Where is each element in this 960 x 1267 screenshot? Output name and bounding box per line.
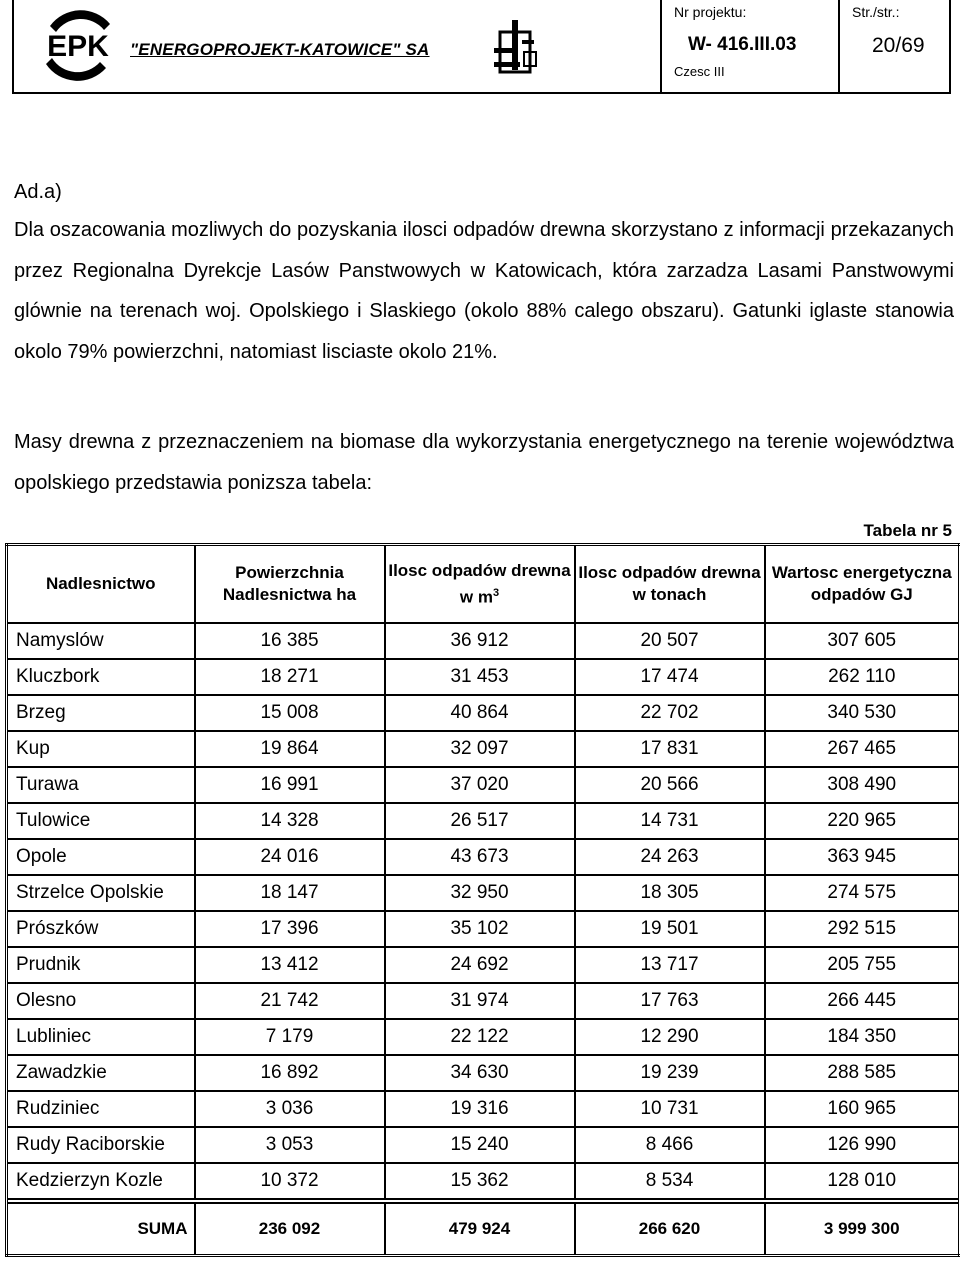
cell-nadlesnictwo: Kedzierzyn Kozle xyxy=(7,1163,195,1199)
header-powierzchnia: Powierzchnia Nadlesnictwa ha xyxy=(195,545,385,624)
cell-wartosc: 128 010 xyxy=(765,1163,960,1199)
header-wartosc: Wartosc energetyczna odpadów GJ xyxy=(765,545,960,624)
table-row xyxy=(7,875,960,911)
header-nadlesnictwo: Nadlesnictwo xyxy=(7,545,195,624)
cell-wartosc: 288 585 xyxy=(765,1055,960,1091)
table-row xyxy=(7,731,960,767)
cell-wartosc: 308 490 xyxy=(765,767,960,803)
cell-ilosc-tony: 12 290 xyxy=(575,1019,765,1055)
cell-nadlesnictwo: Rudy Raciborskie xyxy=(7,1127,195,1163)
cell-ilosc-tony: 18 305 xyxy=(575,875,765,911)
cell-ilosc-m3: 43 673 xyxy=(385,839,575,875)
epk-logo xyxy=(36,6,120,84)
paragraph-2: Masy drewna z przeznaczeniem na biomase dla wykorzystania energetycznego na terenie województwa opolskiego przedstawia ponizsza tabela: xyxy=(14,431,954,494)
cell-powierzchnia: 16 892 xyxy=(195,1055,385,1091)
company-name: "ENERGOPROJEKT-KATOWICE" SA xyxy=(130,40,430,59)
project-label: Nr projektu: xyxy=(674,4,747,20)
page-number: 20/69 xyxy=(872,34,925,57)
table-row xyxy=(7,695,960,731)
cell-wartosc: 292 515 xyxy=(765,911,960,947)
cell-ilosc-m3: 35 102 xyxy=(385,911,575,947)
cell-powierzchnia: 15 008 xyxy=(195,695,385,731)
cell-ilosc-m3: 15 362 xyxy=(385,1163,575,1199)
cell-wartosc: 205 755 xyxy=(765,947,960,983)
cell-ilosc-tony: 20 507 xyxy=(575,623,765,659)
cell-ilosc-m3: 37 020 xyxy=(385,767,575,803)
cell-wartosc: 160 965 xyxy=(765,1091,960,1127)
table-row xyxy=(7,911,960,947)
cell-ilosc-tony: 17 831 xyxy=(575,731,765,767)
table-row xyxy=(7,623,960,659)
table-row xyxy=(7,1019,960,1055)
cell-powierzchnia: 3 053 xyxy=(195,1127,385,1163)
cell-ilosc-tony: 14 731 xyxy=(575,803,765,839)
cell-ilosc-tony: 20 566 xyxy=(575,767,765,803)
cell-powierzchnia: 14 328 xyxy=(195,803,385,839)
cell-ilosc-m3: 31 974 xyxy=(385,983,575,1019)
cell-wartosc: 274 575 xyxy=(765,875,960,911)
header-page-cell xyxy=(840,0,949,92)
cell-nadlesnictwo: Namyslów xyxy=(7,623,195,659)
cell-wartosc: 340 530 xyxy=(765,695,960,731)
page-label: Str./str.: xyxy=(852,4,900,20)
cell-nadlesnictwo: Olesno xyxy=(7,983,195,1019)
cell-wartosc: 266 445 xyxy=(765,983,960,1019)
cell-ilosc-m3: 22 122 xyxy=(385,1019,575,1055)
project-number: W- 416.III.03 xyxy=(688,34,797,55)
cell-powierzchnia: 16 385 xyxy=(195,623,385,659)
table-row xyxy=(7,1055,960,1091)
cell-ilosc-tony: 8 466 xyxy=(575,1127,765,1163)
cell-powierzchnia: 16 991 xyxy=(195,767,385,803)
cell-ilosc-m3: 32 950 xyxy=(385,875,575,911)
cell-ilosc-m3: 15 240 xyxy=(385,1127,575,1163)
table-row xyxy=(7,1163,960,1199)
cell-wartosc: 220 965 xyxy=(765,803,960,839)
cell-nadlesnictwo: Prudnik xyxy=(7,947,195,983)
cell-powierzchnia: 18 147 xyxy=(195,875,385,911)
table-row xyxy=(7,1127,960,1163)
cell-ilosc-m3: 24 692 xyxy=(385,947,575,983)
cell-ilosc-m3: 26 517 xyxy=(385,803,575,839)
cell-powierzchnia: 3 036 xyxy=(195,1091,385,1127)
cell-ilosc-tony: 24 263 xyxy=(575,839,765,875)
page-header xyxy=(12,0,951,94)
cell-ilosc-tony: 22 702 xyxy=(575,695,765,731)
project-part: Czesc III xyxy=(674,64,725,79)
sum-ilosc-m3: 479 924 xyxy=(385,1203,575,1256)
table-row xyxy=(7,983,960,1019)
cell-nadlesnictwo: Tulowice xyxy=(7,803,195,839)
cell-ilosc-m3: 34 630 xyxy=(385,1055,575,1091)
cell-wartosc: 184 350 xyxy=(765,1019,960,1055)
sum-ilosc-tony: 266 620 xyxy=(575,1203,765,1256)
cell-powierzchnia: 21 742 xyxy=(195,983,385,1019)
cell-wartosc: 126 990 xyxy=(765,1127,960,1163)
cell-wartosc: 307 605 xyxy=(765,623,960,659)
cell-ilosc-tony: 10 731 xyxy=(575,1091,765,1127)
header-ilosc-m3-text: Ilosc odpadów drewna w m xyxy=(388,560,571,607)
cell-nadlesnictwo: Kup xyxy=(7,731,195,767)
sum-powierzchnia: 236 092 xyxy=(195,1203,385,1256)
cell-ilosc-tony: 19 239 xyxy=(575,1055,765,1091)
cell-wartosc: 363 945 xyxy=(765,839,960,875)
cell-ilosc-tony: 19 501 xyxy=(575,911,765,947)
cell-nadlesnictwo: Brzeg xyxy=(7,695,195,731)
header-logo-cell xyxy=(14,0,662,92)
cell-nadlesnictwo: Kluczbork xyxy=(7,659,195,695)
cell-ilosc-m3: 40 864 xyxy=(385,695,575,731)
cell-powierzchnia: 19 864 xyxy=(195,731,385,767)
header-project-cell xyxy=(662,0,840,92)
cell-nadlesnictwo: Rudziniec xyxy=(7,1091,195,1127)
cell-ilosc-m3: 32 097 xyxy=(385,731,575,767)
cell-powierzchnia: 10 372 xyxy=(195,1163,385,1199)
power-symbol-icon xyxy=(492,18,540,76)
cell-ilosc-tony: 13 717 xyxy=(575,947,765,983)
logo-text: EPK xyxy=(47,30,109,63)
cell-wartosc: 262 110 xyxy=(765,659,960,695)
table-caption: Tabela nr 5 xyxy=(863,521,952,540)
cell-powierzchnia: 24 016 xyxy=(195,839,385,875)
table-row xyxy=(7,803,960,839)
table-row xyxy=(7,1091,960,1127)
cell-wartosc: 267 465 xyxy=(765,731,960,767)
sum-label: SUMA xyxy=(7,1203,195,1256)
cell-powierzchnia: 18 271 xyxy=(195,659,385,695)
cell-powierzchnia: 13 412 xyxy=(195,947,385,983)
cell-nadlesnictwo: Strzelce Opolskie xyxy=(7,875,195,911)
cell-powierzchnia: 17 396 xyxy=(195,911,385,947)
table-row xyxy=(7,767,960,803)
header-ilosc-tony: Ilosc odpadów drewna w tonach xyxy=(575,545,765,624)
section-label: Ad.a) xyxy=(14,181,62,203)
cell-nadlesnictwo: Prószków xyxy=(7,911,195,947)
table-row xyxy=(7,839,960,875)
cell-ilosc-m3: 31 453 xyxy=(385,659,575,695)
cell-nadlesnictwo: Turawa xyxy=(7,767,195,803)
sum-wartosc: 3 999 300 xyxy=(765,1203,960,1256)
table-header-row xyxy=(7,545,960,624)
cell-powierzchnia: 7 179 xyxy=(195,1019,385,1055)
cell-nadlesnictwo: Opole xyxy=(7,839,195,875)
header-m3-superscript: 3 xyxy=(492,586,500,599)
table-sum-row xyxy=(7,1203,960,1256)
cell-ilosc-tony: 8 534 xyxy=(575,1163,765,1199)
cell-ilosc-tony: 17 474 xyxy=(575,659,765,695)
cell-nadlesnictwo: Zawadzkie xyxy=(7,1055,195,1091)
paragraph-1: Dla oszacowania mozliwych do pozyskania ilosci odpadów drewna skorzystano z informacji przekazanych przez Regionalna Dyrekcje Lasów Panstwowych w Katowicach, która zarzadza Lasami Panstwowymi glównie na terenach woj. Opolskiego i Slaskiego (okolo 88% calego obszaru). Gatunki iglaste stanowia okolo 79% powierzchni, natomiast lisciaste okolo 21%. xyxy=(14,219,954,363)
header-ilosc-m3 xyxy=(385,545,575,624)
biomass-table xyxy=(5,543,960,1257)
cell-nadlesnictwo: Lubliniec xyxy=(7,1019,195,1055)
cell-ilosc-tony: 17 763 xyxy=(575,983,765,1019)
table-row xyxy=(7,947,960,983)
table-row xyxy=(7,659,960,695)
cell-ilosc-m3: 19 316 xyxy=(385,1091,575,1127)
cell-ilosc-m3: 36 912 xyxy=(385,623,575,659)
